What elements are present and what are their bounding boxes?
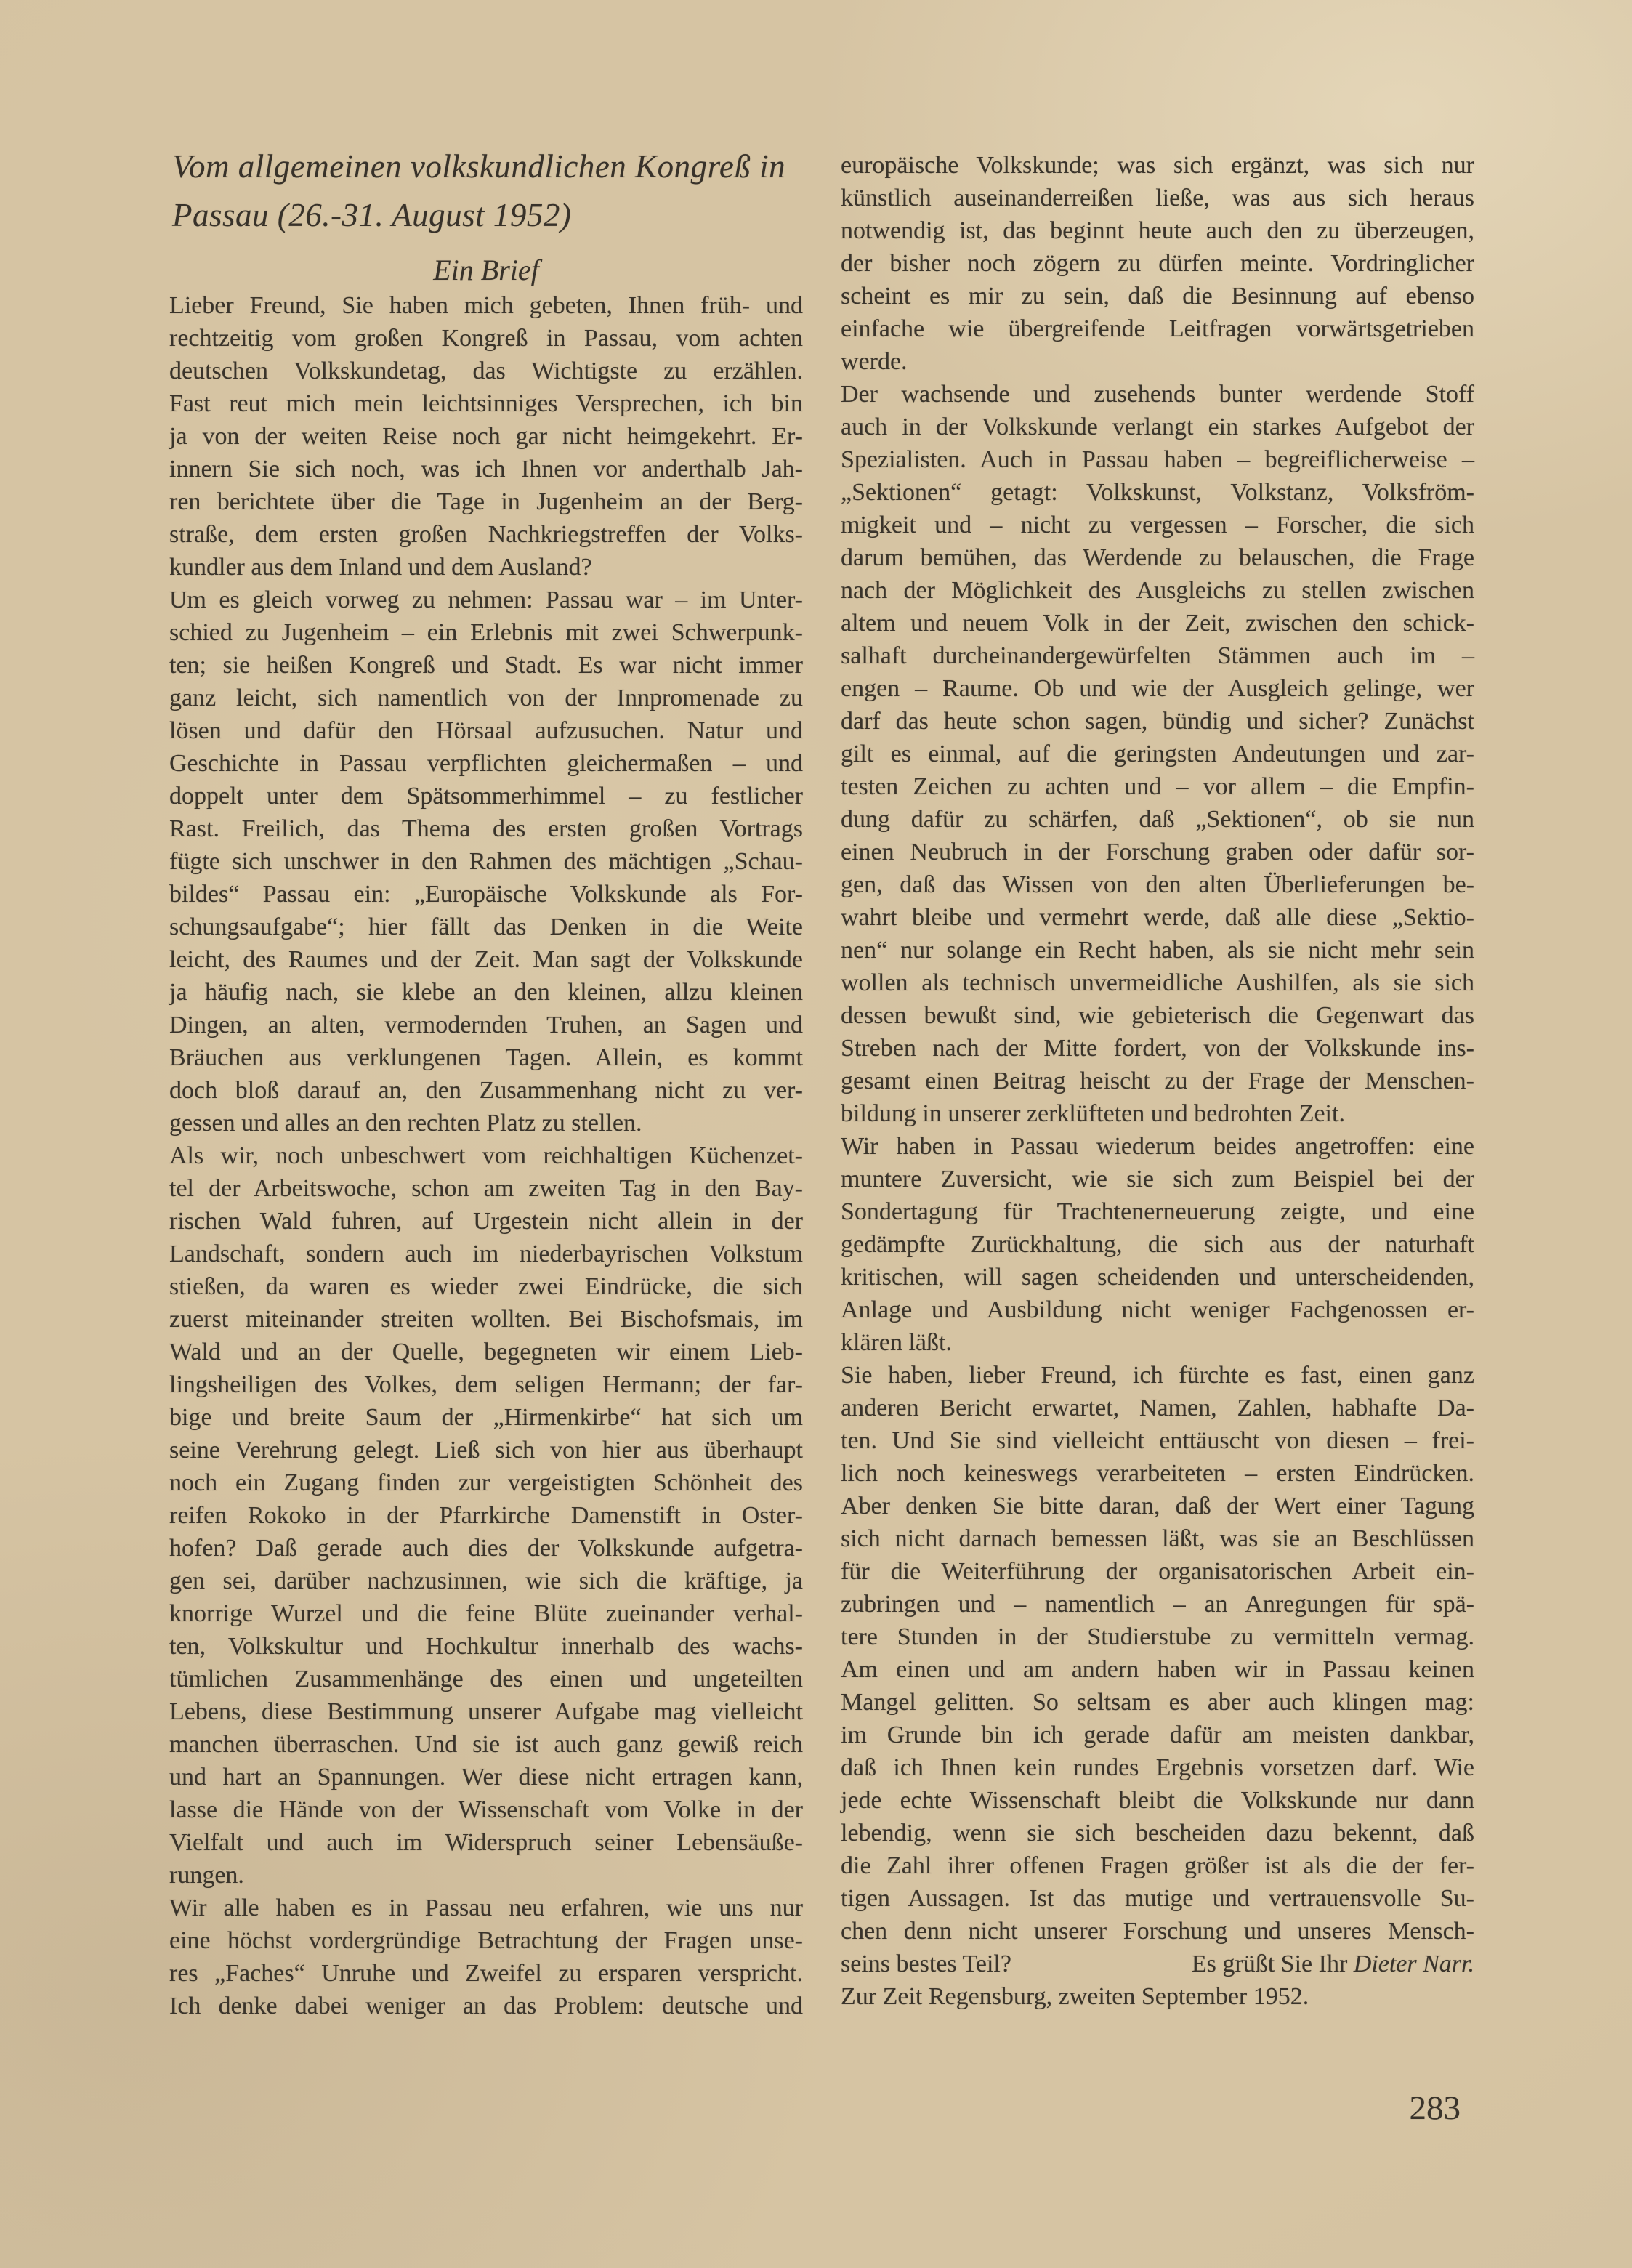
article-title-line-2: Passau (26.-31. August 1952) [172, 197, 572, 233]
text-column-left [169, 289, 803, 2022]
text-line: scheint es mir zu sein, daß die Besinnung auf ebenso [841, 283, 1474, 310]
article-title-line-1: Vom allgemeinen volkskundlichen Kongreß in [172, 148, 786, 185]
text-line: testen Zeichen zu achten und – vor allem – die Empfin- [841, 773, 1474, 800]
text-line: ren berichtete über die Tage in Jugenheim an der Berg- [169, 488, 803, 515]
text-line: seine Verehrung gelegt. Ließ sich von hier aus überhaupt [169, 1437, 803, 1464]
text-line: dung dafür zu schärfen, daß „Sektionen“, ob sie nun [841, 806, 1474, 833]
text-line: einfache wie übergreifende Leitfragen vorwärtsgetrieben [841, 315, 1474, 342]
text-line: leicht, des Raumes und der Zeit. Man sagt der Volkskunde [169, 946, 803, 973]
text-line: Sie haben, lieber Freund, ich fürchte es fast, einen ganz [841, 1362, 1474, 1389]
text-line: lingsheiligen des Volkes, dem seligen Hermann; der far- [169, 1371, 803, 1398]
text-line: Dingen, an alten, vermodernden Truhen, an Sagen und [169, 1012, 803, 1038]
text-line: Landschaft, sondern auch im niederbayrischen Volkstum [169, 1240, 803, 1267]
text-line: zuerst miteinander streiten wollten. Bei Bischofsmais, im [169, 1306, 803, 1333]
text-line: doch bloß darauf an, den Zusammenhang nicht zu ver- [169, 1077, 803, 1104]
text-line: deutschen Volkskundetag, das Wichtigste zu erzählen. [169, 358, 803, 384]
text-line: innern Sie sich noch, was ich Ihnen vor anderthalb Jah- [169, 456, 803, 483]
text-line: gesamt einen Beitrag heischt zu der Frage der Menschen- [841, 1068, 1474, 1094]
text-line: klären läßt. [841, 1329, 952, 1356]
paragraph [169, 289, 803, 584]
text-line: gen sei, darüber nachzusinnen, wie sich die kräftige, ja [169, 1567, 803, 1594]
text-line: Aber denken Sie bitte daran, daß der Wert einer Tagung [841, 1493, 1474, 1520]
text-line: manchen überraschen. Und sie ist auch ganz gewiß reich [169, 1731, 803, 1758]
text-line: und hart an Spannungen. Wer diese nicht ertragen kann, [169, 1764, 803, 1791]
text-line: Bräuchen aus verklungenen Tagen. Allein, es kommt [169, 1044, 803, 1071]
text-line: migkeit und – nicht zu vergessen – Forscher, die sich [841, 512, 1474, 538]
text-line: notwendig ist, das beginnt heute auch den zu überzeugen, [841, 217, 1474, 244]
text-line: Streben nach der Mitte fordert, von der Volkskunde ins- [841, 1035, 1474, 1062]
text-line: im Grunde bin ich gerade dafür am meisten dankbar, [841, 1722, 1474, 1748]
text-line: bildung in unserer zerklüfteten und bedrohten Zeit. [841, 1100, 1345, 1127]
text-line: lich noch keineswegs verarbeiteten – ersten Eindrücken. [841, 1460, 1474, 1487]
paragraph [841, 149, 1474, 378]
text-line: jede echte Wissenschaft bleibt die Volkskunde nur dann [841, 1787, 1474, 1814]
text-line: Wir alle haben es in Passau neu erfahren, wie uns nur [169, 1894, 803, 1921]
text-line: Lebens, diese Bestimmung unserer Aufgabe mag vielleicht [169, 1698, 803, 1725]
text-line: kundler aus dem Inland und dem Ausland? [169, 554, 592, 581]
text-line: tere Stunden in der Studierstube zu vermitteln vermag. [841, 1623, 1474, 1650]
text-line: fügte sich unschwer in den Rahmen des mächtigen „Schau- [169, 848, 803, 875]
text-line: Um es gleich vorweg zu nehmen: Passau war – im Unter- [169, 586, 803, 613]
text-line: schungsaufgabe“; hier fällt das Denken in die Weite [169, 913, 803, 940]
text-line: der bisher noch zögern zu dürfen meinte. Vordringlicher [841, 250, 1474, 277]
text-line: chen denn nicht unserer Forschung und unseres Mensch- [841, 1918, 1474, 1945]
text-line: dessen bewußt sind, wie gebieterisch die Gegenwart das [841, 1002, 1474, 1029]
paragraph [169, 584, 803, 1139]
text-line: tel der Arbeitswoche, schon am zweiten Tag in den Bay- [169, 1175, 803, 1202]
text-line: lebendig, wenn sie sich bescheiden dazu bekennt, daß [841, 1820, 1474, 1847]
text-line: Vielfalt und auch im Widerspruch seiner Lebensäuße- [169, 1829, 803, 1856]
text-line: künstlich auseinanderreißen ließe, was aus sich heraus [841, 185, 1474, 211]
text-line: zubringen und – namentlich – an Anregungen für spä- [841, 1591, 1474, 1618]
text-line: doppelt unter dem Spätsommerhimmel – zu festlicher [169, 783, 803, 810]
text-line: engen – Raume. Ob und wie der Ausgleich gelinge, wer [841, 675, 1474, 702]
text-line: res „Faches“ Unruhe und Zweifel zu ersparen verspricht. [169, 1960, 803, 1987]
text-line: stießen, da waren es wieder zwei Eindrücke, die sich [169, 1273, 803, 1300]
text-line: gessen und alles an den rechten Platz zu stellen. [169, 1110, 642, 1137]
text-line: knorrige Wurzel und die feine Blüte zueinander verhal- [169, 1600, 803, 1627]
text-line: „Sektionen“ getagt: Volkskunst, Volkstanz, Volksfröm- [841, 479, 1474, 506]
signature-closing-text: Es grüßt Sie Ihr [1191, 1950, 1354, 1977]
text-line: gedämpfte Zurückhaltung, die sich aus der naturhaft [841, 1231, 1474, 1258]
text-line: wahrt bleibe und vermehrt werde, daß alle diese „Sektio- [841, 904, 1474, 931]
text-line: wollen als technisch unvermeidliche Aushilfen, als sie sich [841, 969, 1474, 996]
text-line: europäische Volkskunde; was sich ergänzt, was sich nur [841, 152, 1474, 179]
text-line: bildes“ Passau ein: „Europäische Volkskunde als For- [169, 881, 803, 908]
text-line: nen“ nur solange ein Recht haben, als sie nicht mehr sein [841, 937, 1474, 964]
text-line: straße, dem ersten großen Nachkriegstreffen der Volks- [169, 521, 803, 548]
text-line: bige und breite Saum der „Hirmenkirbe“ hat sich um [169, 1404, 803, 1431]
signature-closing [1192, 1948, 1474, 1980]
text-line: darum bemühen, das Werdende zu belauschen, die Frage [841, 544, 1474, 571]
text-line: auch in der Volkskunde verlangt ein starkes Aufgebot der [841, 413, 1474, 440]
text-line: für die Weiterführung der organisatorischen Arbeit ein- [841, 1558, 1474, 1585]
text-line: tigen Aussagen. Ist das mutige und vertrauensvolle Su- [841, 1885, 1474, 1912]
text-line: Ich denke dabei weniger an das Problem: deutsche und [169, 1993, 803, 2019]
text-line: Lieber Freund, Sie haben mich gebeten, Ihnen früh- und [169, 292, 803, 319]
text-line: altem und neuem Volk in der Zeit, zwischen den schick- [841, 610, 1474, 637]
text-line: Wald und an der Quelle, begegneten wir einem Lieb- [169, 1339, 803, 1365]
paragraph [841, 1359, 1474, 1948]
text-line: nach der Möglichkeit des Ausgleichs zu stellen zwischen [841, 577, 1474, 604]
text-line: gilt es einmal, auf die geringsten Andeutungen und zar- [841, 740, 1474, 767]
text-line: ten, Volkskultur und Hochkultur innerhalb des wachs- [169, 1633, 803, 1660]
text-line: Geschichte in Passau verpflichten gleichermaßen – und [169, 750, 803, 777]
text-line: hofen? Daß gerade auch dies der Volkskunde aufgetra- [169, 1535, 803, 1562]
text-line: Der wachsende und zusehends bunter werdende Stoff [841, 381, 1474, 408]
paragraph [841, 1130, 1474, 1359]
text-line: tümlichen Zusammenhänge des einen und ungeteilten [169, 1666, 803, 1692]
text-column-right [841, 149, 1474, 2013]
text-line: Sondertagung für Trachtenerneuerung zeigte, und eine [841, 1198, 1474, 1225]
text-line: daß ich Ihnen kein rundes Ergebnis vorsetzen darf. Wie [841, 1754, 1474, 1781]
text-line: rischen Wald fuhren, auf Urgestein nicht allein in der [169, 1208, 803, 1235]
text-line: werde. [841, 348, 908, 375]
text-line: ja häufig nach, sie klebe an den kleinen, allzu kleinen [169, 979, 803, 1006]
article-title [172, 142, 812, 240]
text-line: ja von der weiten Reise noch gar nicht heimgekehrt. Er- [169, 423, 803, 450]
text-line: eine höchst vordergründige Betrachtung der Fragen unse- [169, 1927, 803, 1954]
text-line: muntere Zuversicht, wie sie sich zum Beispiel bei der [841, 1166, 1474, 1192]
text-line: ten. Und Sie sind vielleicht enttäuscht von diesen – frei- [841, 1427, 1474, 1454]
text-line: darf das heute schon sagen, bündig und sicher? Zunächst [841, 708, 1474, 735]
text-line: Als wir, noch unbeschwert vom reichhaltigen Küchenzet- [169, 1142, 803, 1169]
text-line: lasse die Hände von der Wissenschaft vom Volke in der [169, 1796, 803, 1823]
text-line: noch ein Zugang finden zur vergeistigten Schönheit des [169, 1469, 803, 1496]
text-line: Am einen und am andern haben wir in Passau keinen [841, 1656, 1474, 1683]
paragraph [169, 1139, 803, 1892]
text-line: Wir haben in Passau wiederum beides angetroffen: eine [841, 1133, 1474, 1160]
signature-line-left: seins bestes Teil? [841, 1950, 1011, 1977]
paragraph [169, 1892, 803, 2022]
text-line: Mangel gelitten. So seltsam es aber auch klingen mag: [841, 1689, 1474, 1716]
text-line: schied zu Jugenheim – ein Erlebnis mit zwei Schwerpunk- [169, 619, 803, 646]
text-line: Fast reut mich mein leichtsinniges Versprechen, ich bin [169, 390, 803, 417]
dateline: Zur Zeit Regensburg, zweiten September 1952. [841, 1983, 1309, 2010]
text-line: gen, daß das Wissen von den alten Überlieferungen be- [841, 871, 1474, 898]
text-line: salhaft durcheinandergewürfelten Stämmen auch im – [841, 642, 1474, 669]
text-line: reifen Rokoko in der Pfarrkirche Damenstift in Oster- [169, 1502, 803, 1529]
page-number: 283 [1409, 2089, 1461, 2127]
text-line: einen Neubruch in der Forschung graben oder dafür sor- [841, 839, 1474, 865]
text-line: Anlage und Ausbildung nicht weniger Fachgenossen er- [841, 1296, 1474, 1323]
article-subtitle: Ein Brief [433, 254, 539, 286]
text-line: anderen Bericht erwartet, Namen, Zahlen, habhafte Da- [841, 1395, 1474, 1421]
text-line: die Zahl ihrer offenen Fragen größer ist als die der fer- [841, 1852, 1474, 1879]
text-line: sich nicht darnach bemessen läßt, was sie an Beschlüssen [841, 1525, 1474, 1552]
paragraph [841, 378, 1474, 1130]
text-line: kritischen, will sagen scheidenden und unterscheidenden, [841, 1264, 1474, 1291]
author-name: Dieter Narr. [1353, 1950, 1474, 1977]
text-line: rechtzeitig vom großen Kongreß in Passau, vom achten [169, 325, 803, 352]
text-line: Rast. Freilich, das Thema des ersten großen Vortrags [169, 815, 803, 842]
text-line: ten; sie heißen Kongreß und Stadt. Es war nicht immer [169, 652, 803, 679]
text-line: Spezialisten. Auch in Passau haben – begreiflicherweise – [841, 446, 1474, 473]
text-line: ganz leicht, sich namentlich von der Innpromenade zu [169, 685, 803, 711]
signature-line [841, 1948, 1474, 1980]
text-line: lösen und dafür den Hörsaal aufzusuchen. Natur und [169, 717, 803, 744]
text-line: rungen. [169, 1862, 244, 1889]
right-column-paragraphs [841, 149, 1474, 1948]
